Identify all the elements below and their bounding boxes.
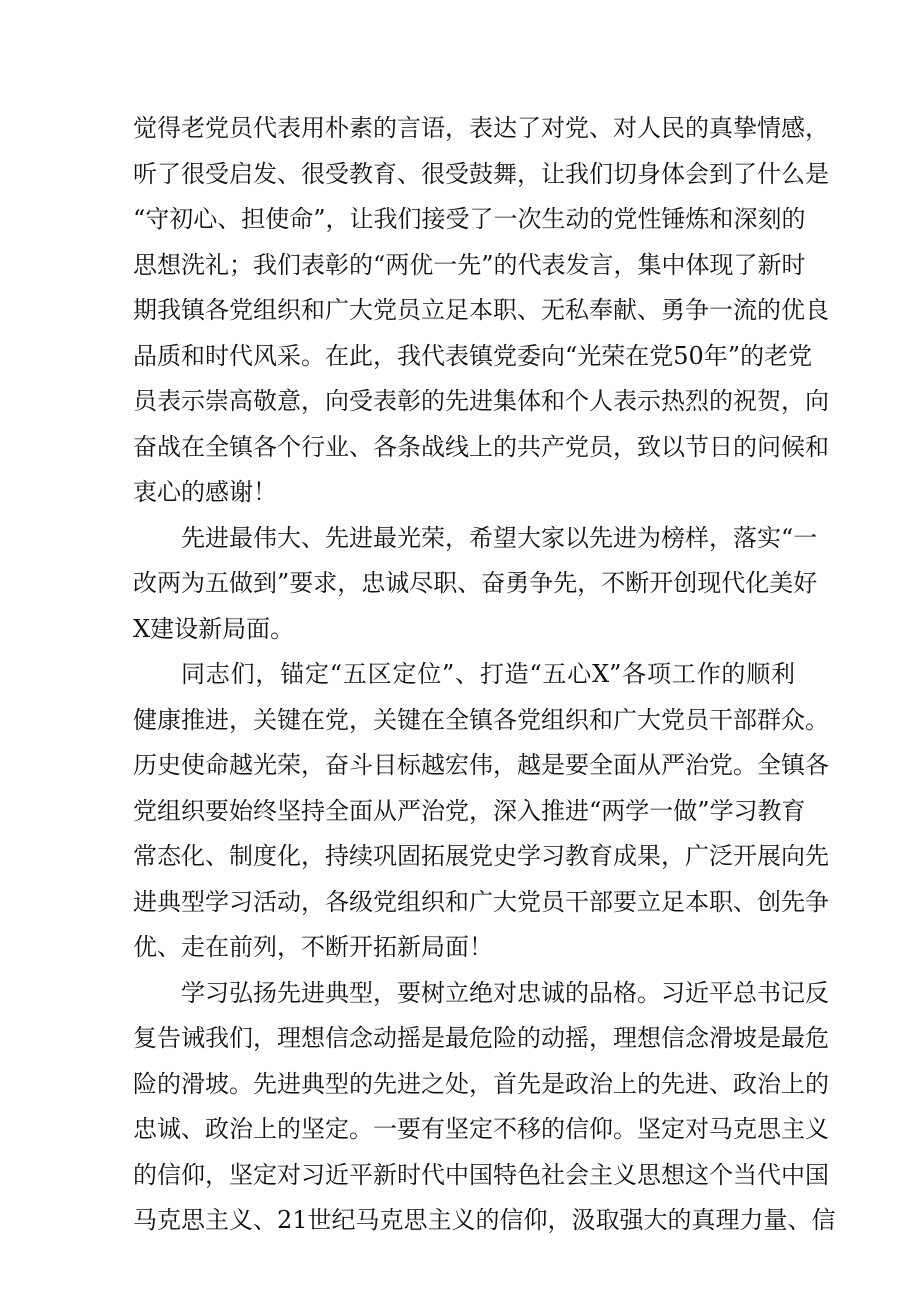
- text-line: 期我镇各党组织和广大党员立足本职、无私奉献、勇争一流的优良: [133, 296, 829, 324]
- text-line: 优、走在前列，不断开拓新局面！: [133, 933, 493, 961]
- text-line: 思想洗礼；我们表彰的“两优一先”的代表发言，集中体现了新时: [133, 250, 806, 279]
- paragraph-2: [133, 516, 818, 653]
- paragraph-1: [133, 106, 829, 516]
- text-line: 马克思主义、21世纪马克思主义的信仰，汲取强大的真理力量、信: [133, 1206, 836, 1234]
- text-line: 的信仰，坚定对习近平新时代中国特色社会主义思想这个当代中国: [133, 1160, 829, 1189]
- text-line: 忠诚、政治上的坚定。一要有坚定不移的信仰。坚定对马克思主义: [133, 1115, 829, 1143]
- text-line: 员表示崇高敬意，向受表彰的先进集体和个人表示热烈的祝贺，向: [133, 387, 829, 415]
- text-line: 同志们，锚定“五区定位”、打造“五心X”各项工作的顺利: [181, 660, 795, 688]
- text-line: 觉得老党员代表用朴素的言语，表达了对党、对人民的真挚情感，: [133, 114, 829, 142]
- text-line: 常态化、制度化，持续巩固拓展党史学习教育成果，广泛开展向先: [133, 842, 829, 870]
- text-line: 健康推进，关键在党，关键在全镇各党组织和广大党员干部群众。: [133, 705, 829, 734]
- text-line: 进典型学习活动，各级党组织和广大党员干部要立足本职、创先争: [133, 887, 829, 916]
- text-line: X建设新局面。: [133, 614, 295, 643]
- text-line: 先进最伟大、先进最光荣，希望大家以先进为榜样，落实“一: [181, 523, 818, 552]
- text-line: 改两为五做到”要求，忠诚尽职、奋勇争先，不断开创现代化美好: [133, 569, 818, 597]
- text-line: 历史使命越光荣，奋斗目标越宏伟，越是要全面从严治党。全镇各: [133, 751, 829, 779]
- text-line: “守初心、担使命”，让我们接受了一次生动的党性锤炼和深刻的: [133, 205, 806, 233]
- text-line: 险的滑坡。先进典型的先进之处，首先是政治上的先进、政治上的: [133, 1069, 829, 1098]
- paragraph-3: [133, 652, 829, 971]
- text-line: 听了很受启发、很受教育、很受鼓舞，让我们切身体会到了什么是: [133, 159, 829, 188]
- text-line: 品质和时代风采。在此，我代表镇党委向“光荣在党50年”的老党: [133, 341, 813, 370]
- text-line: 奋战在全镇各个行业、各条战线上的共产党员，致以节日的问候和: [133, 432, 829, 461]
- text-line: 衷心的感谢！: [133, 478, 277, 506]
- text-line: 党组织要始终坚持全面从严治党，深入推进“两学一做”学习教育: [133, 796, 806, 825]
- text-line: 学习弘扬先进典型，要树立绝对忠诚的品格。习近平总书记反: [181, 978, 829, 1007]
- paragraph-4: [133, 971, 836, 1244]
- text-line: 复告诫我们，理想信念动摇是最危险的动摇，理想信念滑坡是最危: [133, 1024, 829, 1052]
- document-body: [133, 106, 836, 1244]
